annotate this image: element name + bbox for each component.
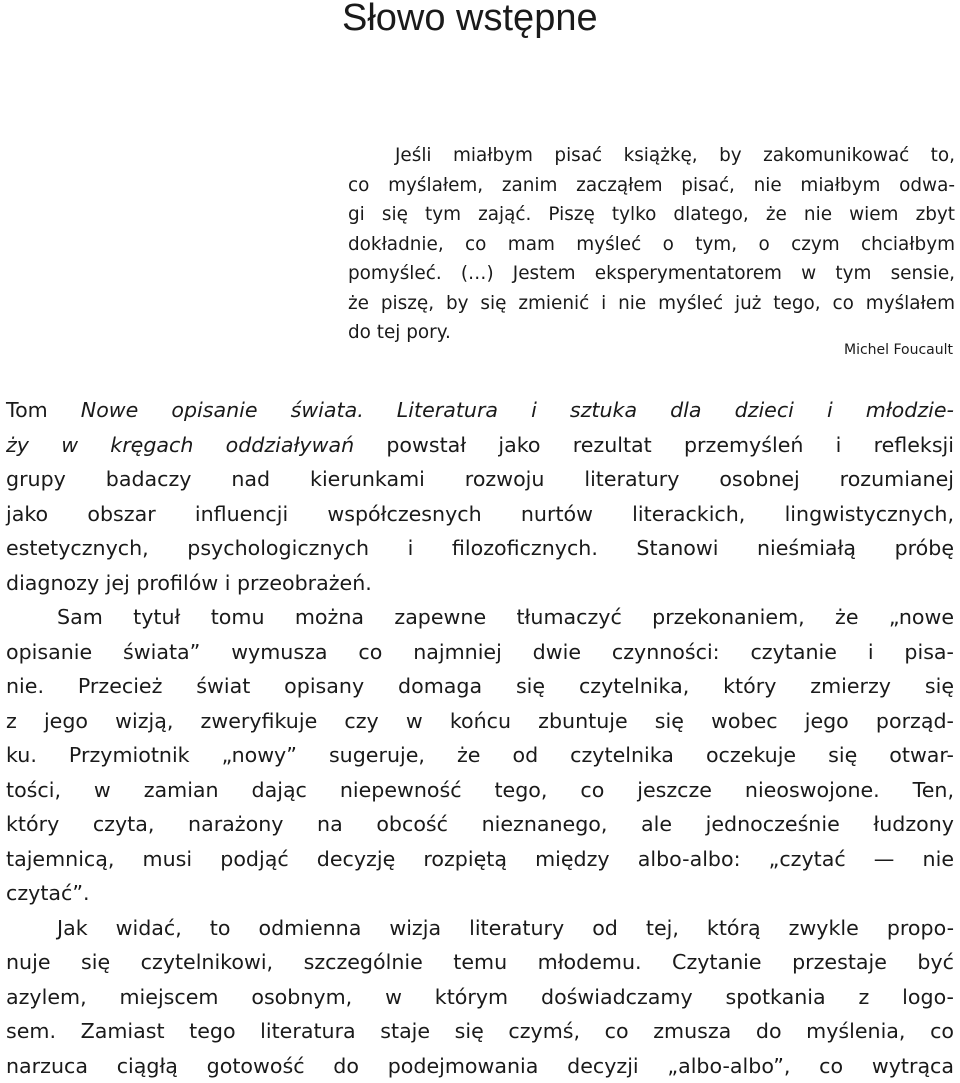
body-line: narzuca ciągłą gotowość do podejmowania decyzji „albo-albo”, co wytrąca xyxy=(6,1049,954,1083)
book-title-italic: ży w kręgach oddziaływań xyxy=(6,433,354,457)
epigraph-line: do tej pory. xyxy=(348,318,955,348)
book-title-italic: Nowe opisanie świata. Literatura i sztuka dla dzieci i młodzie- xyxy=(81,398,954,422)
epigraph-line: dokładnie, co mam myśleć o tym, o czym chciałbym xyxy=(348,230,955,260)
body-line: nuje się czytelnikowi, szczególnie temu młodemu. Czytanie przestaje być xyxy=(6,945,954,980)
body-line-text: powstał jako rezultat przemyśleń i refleksji xyxy=(354,433,954,457)
epigraph-line: że piszę, by się zmienić i nie myśleć już tego, co myślałem xyxy=(348,289,955,319)
epigraph-author: Michel Foucault xyxy=(844,340,953,360)
body-line: tajemnicą, musi podjąć decyzję rozpiętą między albo-albo: „czytać — nie xyxy=(6,842,954,877)
epigraph xyxy=(348,141,955,348)
epigraph-line: gi się tym zająć. Piszę tylko dlatego, że nie wiem zbyt xyxy=(348,200,955,230)
body-line: tości, w zamian dając niepewność tego, co jeszcze nieoswojone. Ten, xyxy=(6,773,954,808)
body-line: który czyta, narażony na obcość nieznanego, ale jednocześnie łudzony xyxy=(6,807,954,842)
body-line: opisanie świata” wymusza co najmniej dwie czynności: czytanie i pisa- xyxy=(6,635,954,670)
body-line: Sam tytuł tomu można zapewne tłumaczyć przekonaniem, że „nowe xyxy=(6,600,954,635)
epigraph-line: pomyśleć. (…) Jestem eksperymentatorem w tym sensie, xyxy=(348,259,955,289)
body-line: azylem, miejscem osobnym, w którym doświadczamy spotkania z logo- xyxy=(6,980,954,1015)
body-line: grupy badaczy nad kierunkami rozwoju literatury osobnej rozumianej xyxy=(6,462,954,497)
body-line: nie. Przecież świat opisany domaga się czytelnika, który zmierzy się xyxy=(6,669,954,704)
page-title: Słowo wstępne xyxy=(342,0,598,40)
body-line: ku. Przymiotnik „nowy” sugeruje, że od czytelnika oczekuje się otwar- xyxy=(6,738,954,773)
body-line xyxy=(6,393,954,428)
body-line: jako obszar influencji współczesnych nurtów literackich, lingwistycznych, xyxy=(6,497,954,532)
body-line-text: Tom xyxy=(6,398,81,422)
body-text xyxy=(6,393,954,1083)
epigraph-line: Jeśli miałbym pisać książkę, by zakomunikować to, xyxy=(348,141,955,171)
body-line: estetycznych, psychologicznych i filozoficznych. Stanowi nieśmiałą próbę xyxy=(6,531,954,566)
body-line: Jak widać, to odmienna wizja literatury od tej, którą zwykle propo- xyxy=(6,911,954,946)
epigraph-line: co myślałem, zanim zacząłem pisać, nie miałbym odwa- xyxy=(348,171,955,201)
body-line: diagnozy jej profilów i przeobrażeń. xyxy=(6,566,954,601)
body-line: z jego wizją, zweryfikuje czy w końcu zbuntuje się wobec jego porząd- xyxy=(6,704,954,739)
body-line: czytać”. xyxy=(6,876,954,911)
body-line: sem. Zamiast tego literatura staje się czymś, co zmusza do myślenia, co xyxy=(6,1014,954,1049)
body-line xyxy=(6,428,954,463)
